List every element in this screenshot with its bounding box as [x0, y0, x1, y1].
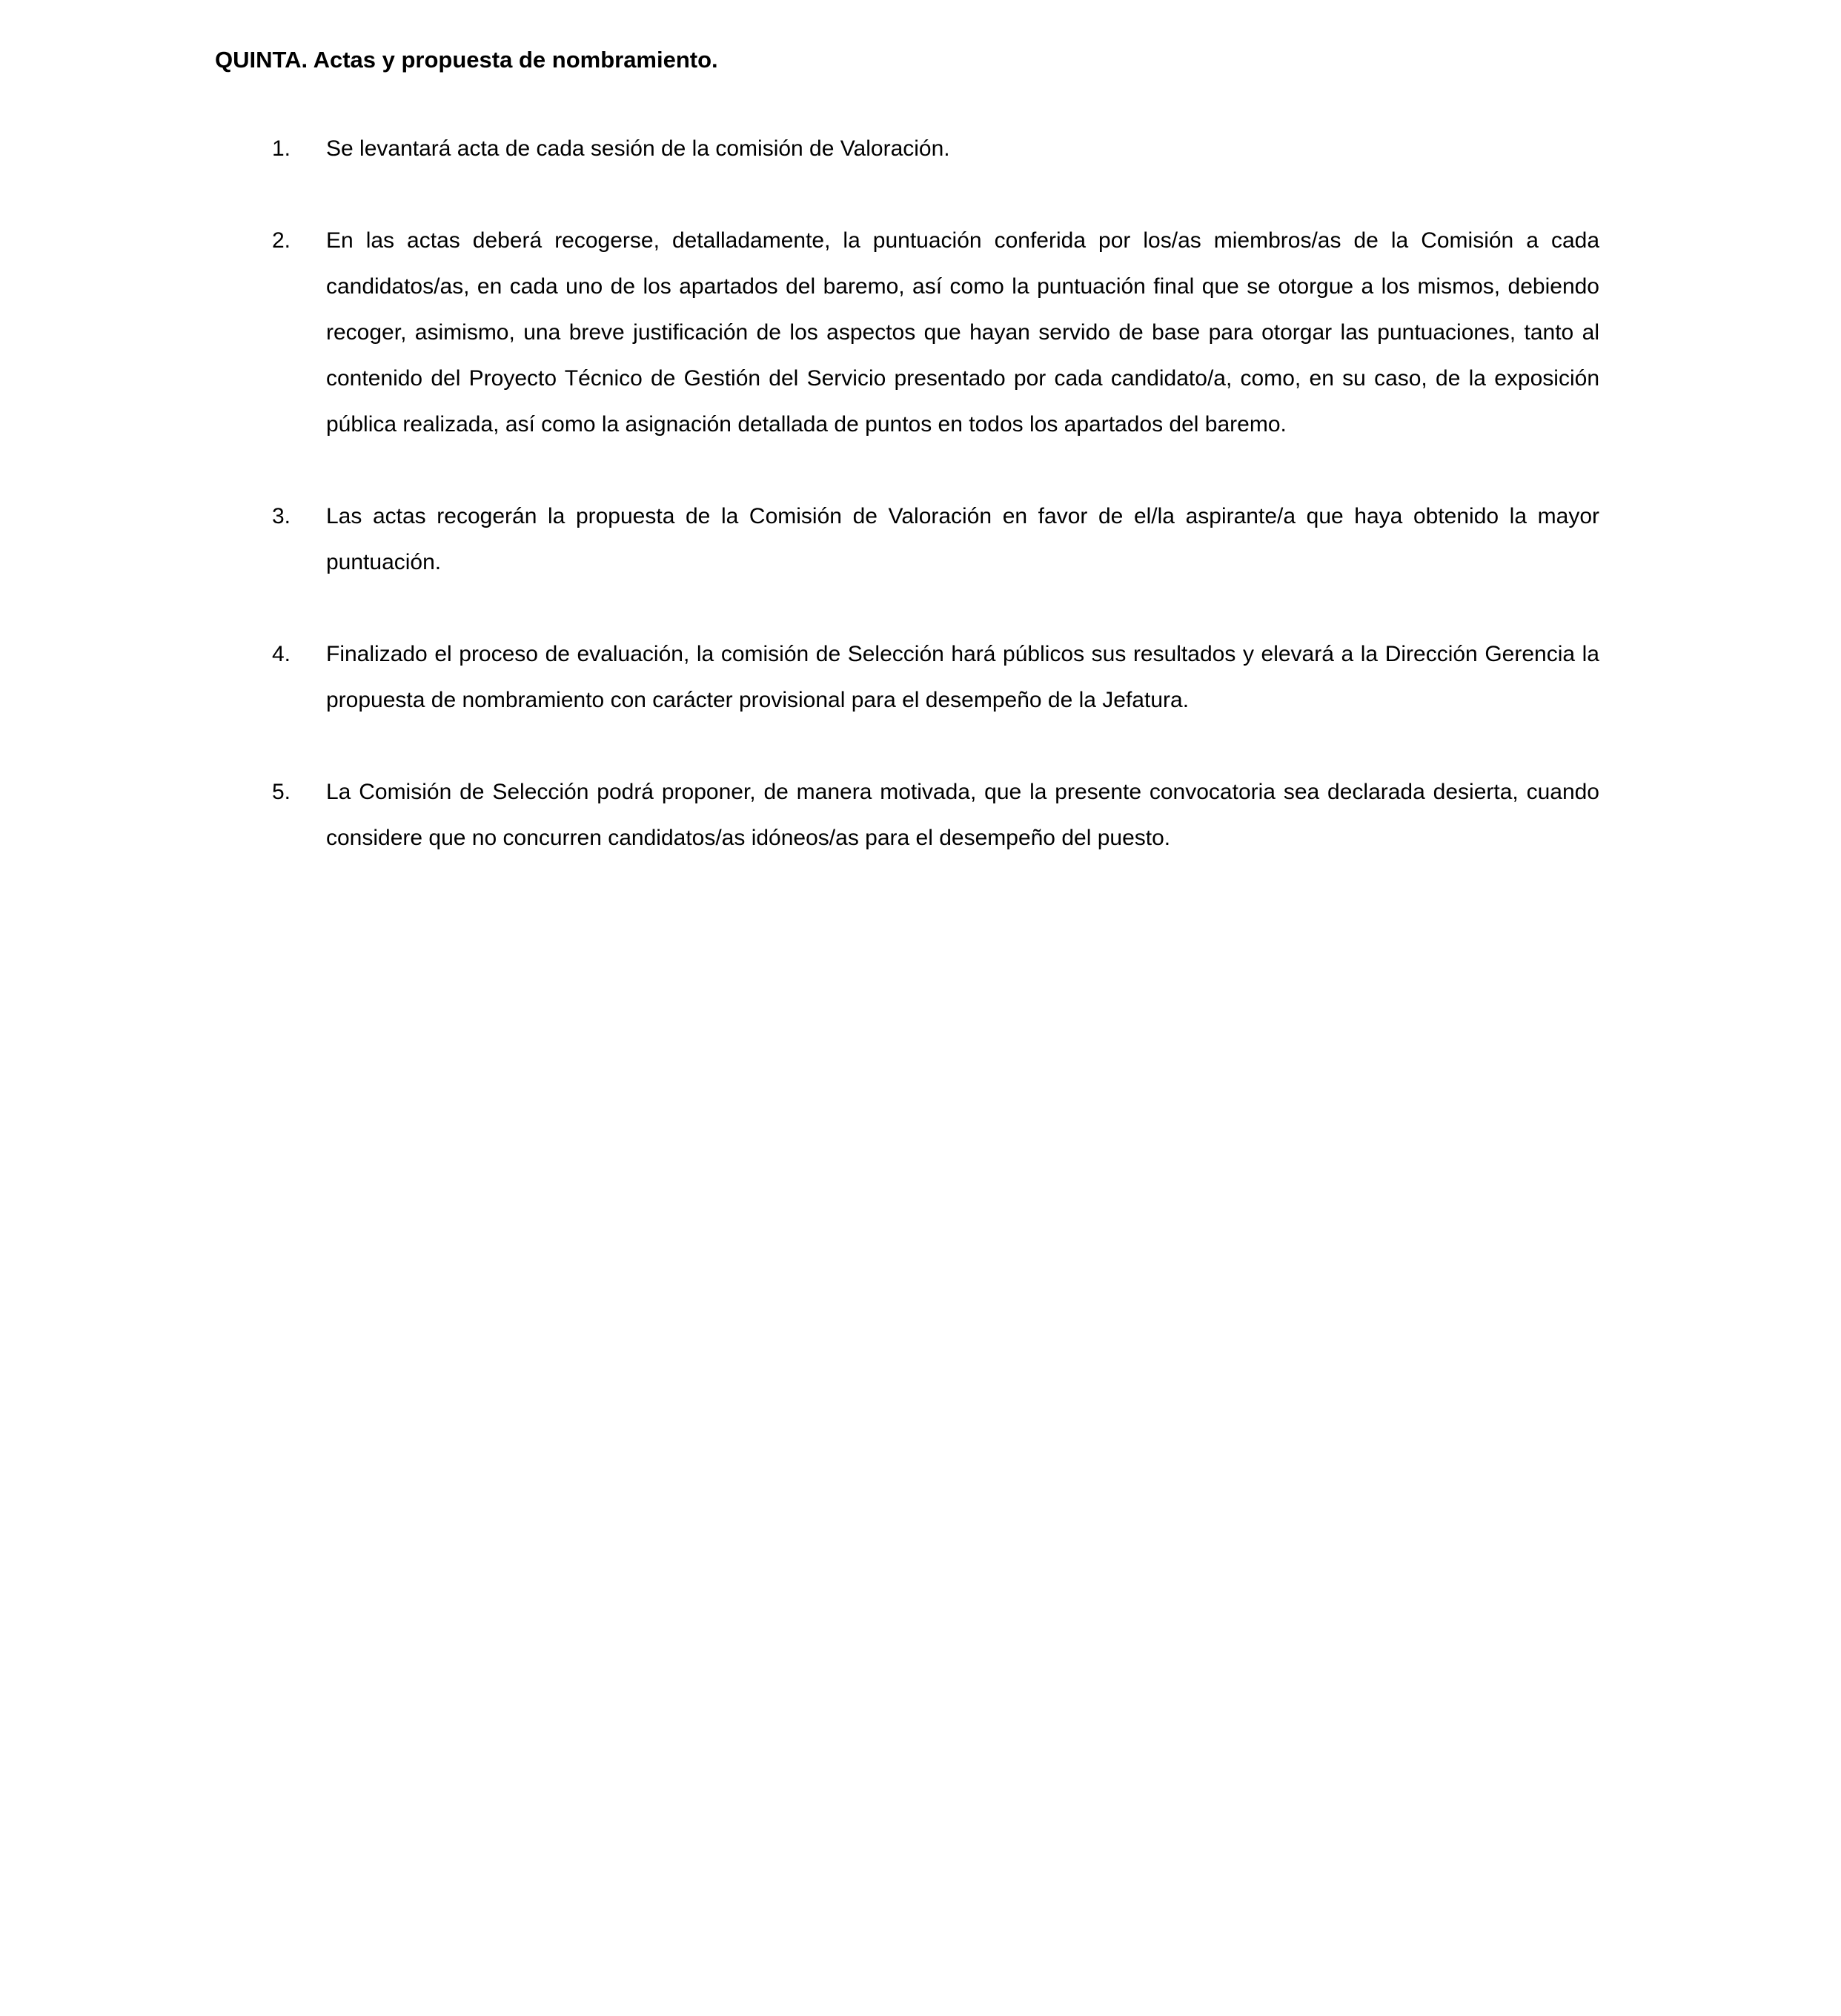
list-item: [215, 769, 1599, 861]
list-item: [215, 631, 1599, 723]
list-item-number: 3.: [272, 504, 291, 528]
list-item-text: Las actas recogerán la propuesta de la Comisión de Valoración en favor de el/la aspirante/a que haya obtenido la mayor puntuación.: [326, 504, 1599, 574]
list-item: [215, 126, 1599, 172]
section-heading: QUINTA. Actas y propuesta de nombramiento.: [215, 47, 718, 73]
list-item-number: 2.: [272, 228, 291, 253]
list-item: [215, 494, 1599, 586]
list-item-number: 5.: [272, 780, 291, 804]
document-content: [215, 37, 1599, 907]
list-item-number: 1.: [272, 136, 291, 161]
list-item-text: La Comisión de Selección podrá proponer, de manera motivada, que la presente convocatoria sea declarada desierta, cuando considere que no concurren candidatos/as idóneos/as para el desempeño del puesto.: [326, 780, 1599, 850]
list-item: [215, 218, 1599, 448]
numbered-list: [215, 126, 1599, 861]
list-item-text: Finalizado el proceso de evaluación, la comisión de Selección hará públicos sus resultados y elevará a la Dirección Gerencia la propuesta de nombramiento con carácter provisional para el desempeño de la Jefatura.: [326, 642, 1599, 712]
list-item-text: En las actas deberá recogerse, detalladamente, la puntuación conferida por los/as miembros/as de la Comisión a cada candidatos/as, en cada uno de los apartados del baremo, así como la puntuación final que se otorgue a los mismos, debiendo recoger, asimismo, una breve justificación de los aspectos que hayan servido de base para otorgar las puntuaciones, tanto al contenido del Proyecto Técnico de Gestión del Servicio presentado por cada candidato/a, como, en su caso, de la exposición pública realizada, así como la asignación detallada de puntos en todos los apartados del baremo.: [326, 228, 1599, 437]
list-item-text: Se levantará acta de cada sesión de la comisión de Valoración.: [326, 136, 950, 161]
list-item-number: 4.: [272, 642, 291, 666]
